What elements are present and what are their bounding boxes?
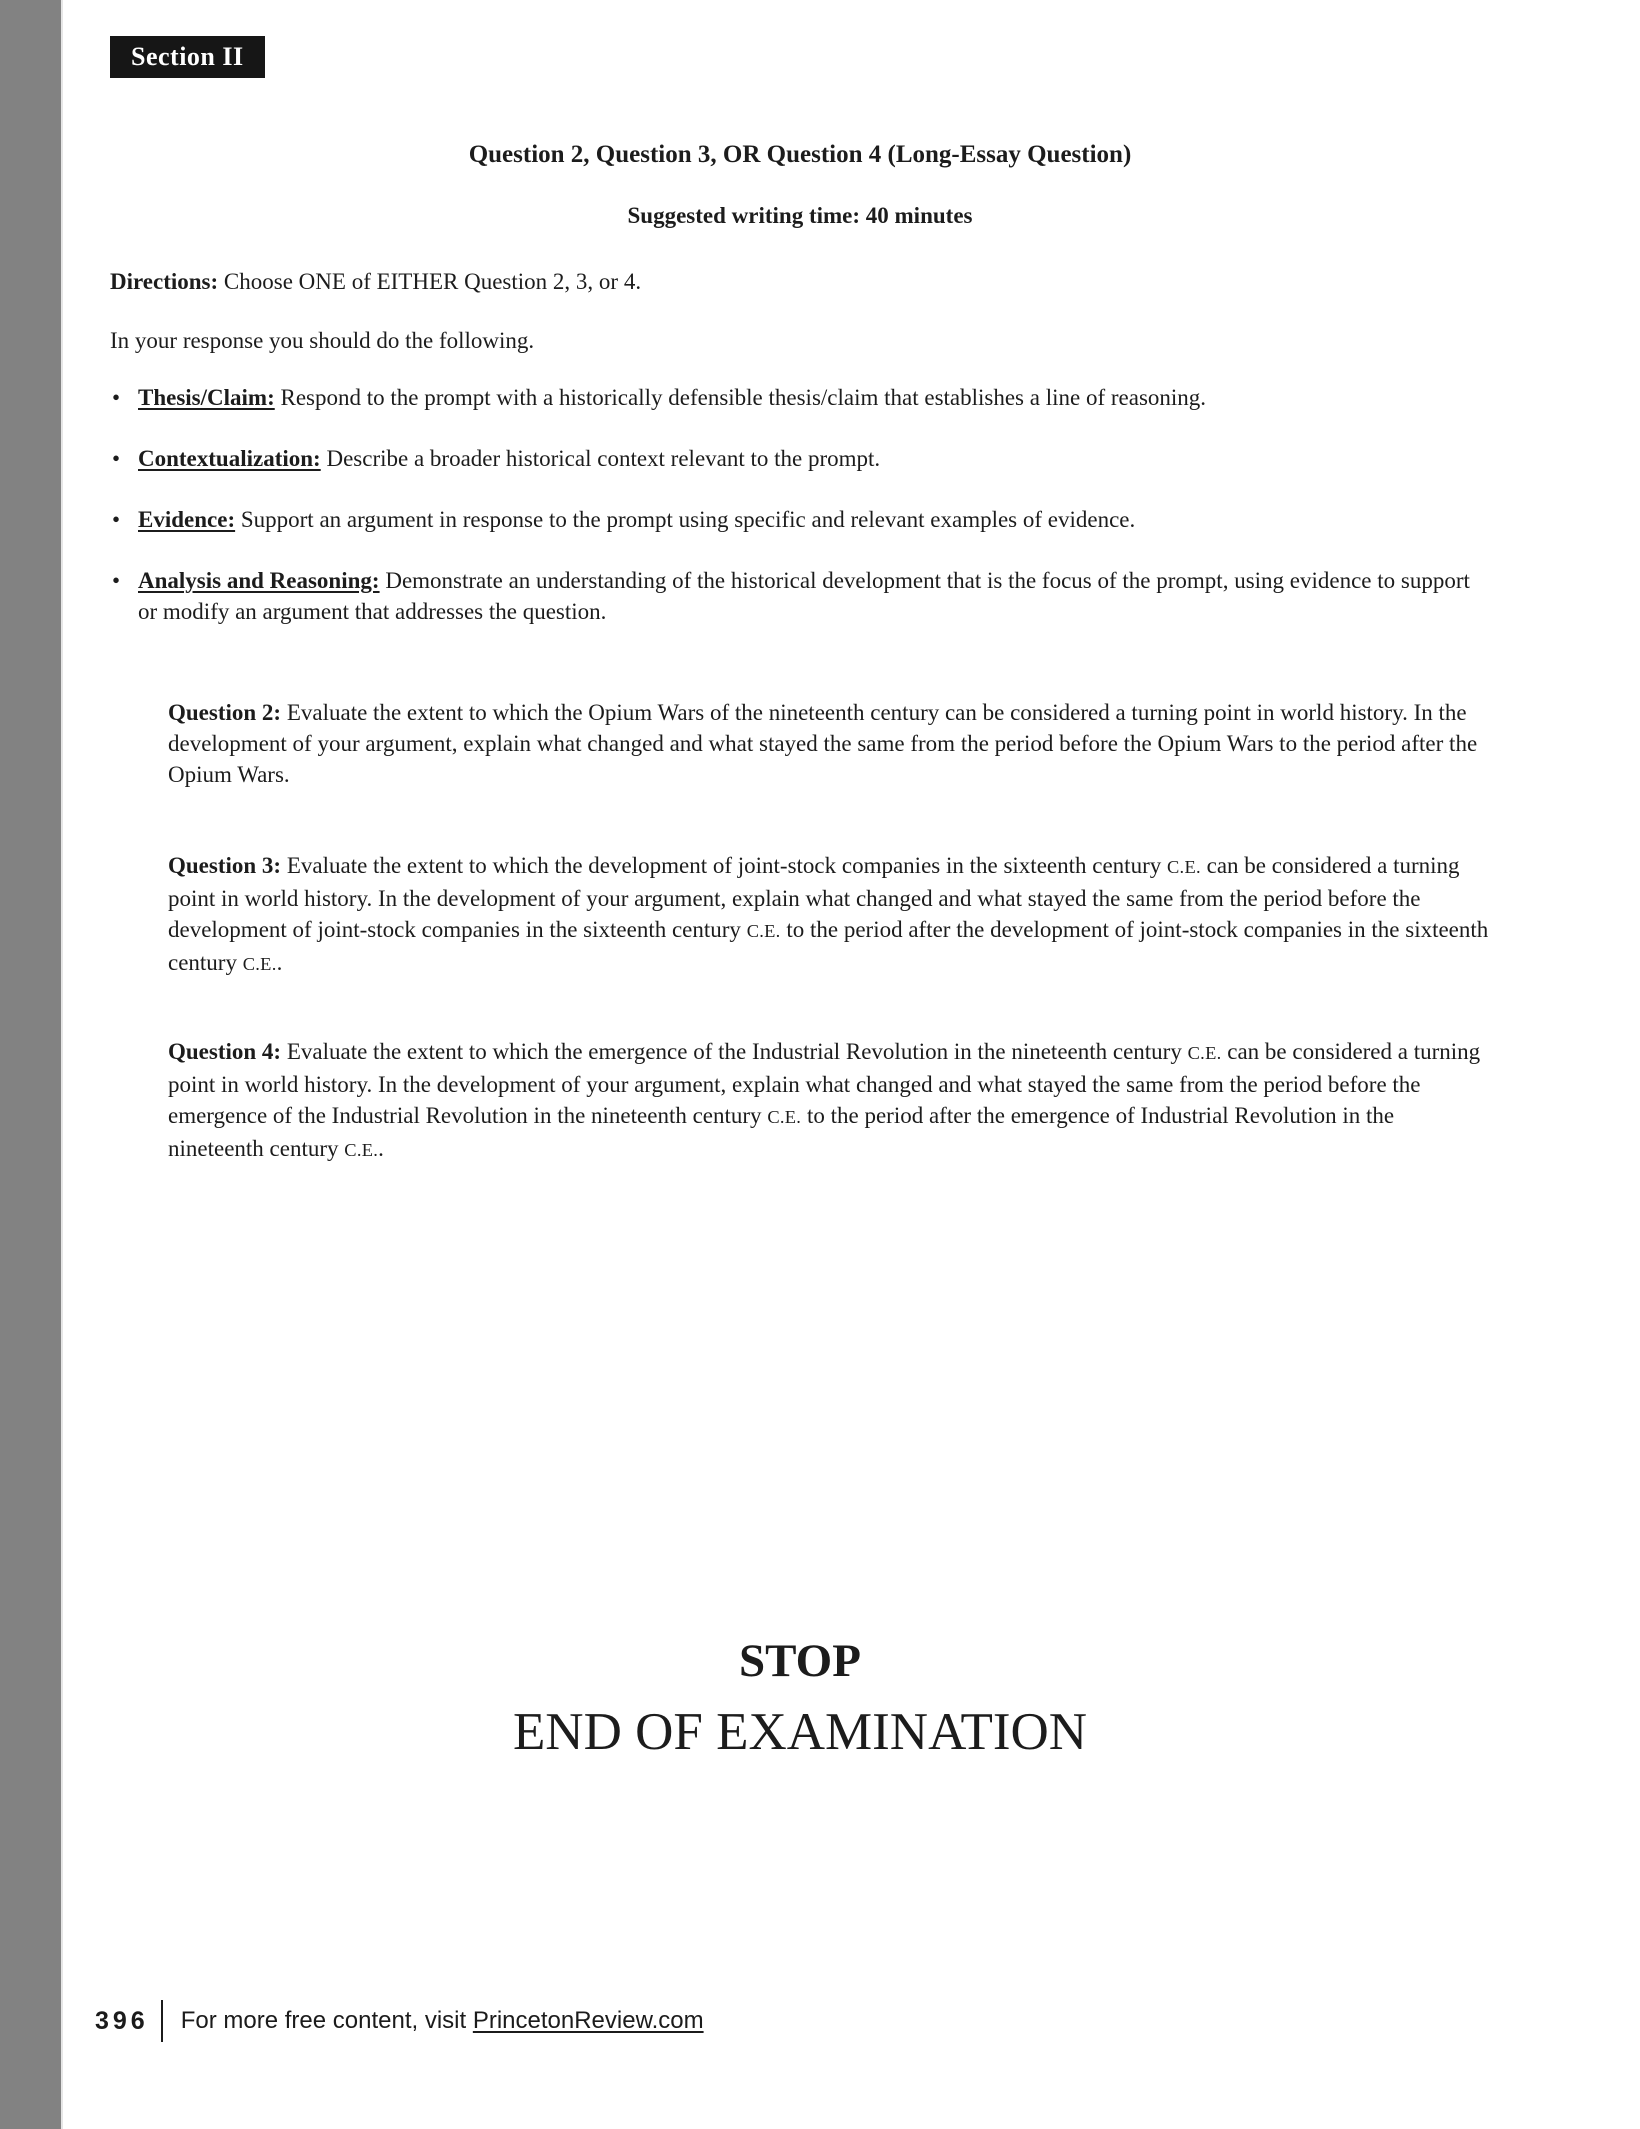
requirement-item-evidence [110,504,1490,535]
directions-paragraph [110,266,1490,297]
question-2-paragraph [168,697,1490,790]
requirement-item-thesis [110,382,1490,413]
page-number: 396 [95,2006,149,2035]
requirement-text: Describe a broader historical context relevant to the prompt. [320,446,881,471]
requirement-label: Contextualization: [138,446,321,471]
page-content [110,0,1490,1760]
requirement-text: Support an argument in response to the prompt using specific and relevant examples of evidence. [235,507,1136,532]
requirement-label: Evidence: [138,507,236,532]
left-margin-gray-bar [0,0,63,2129]
directions-text: Choose ONE of EITHER Question 2, 3, or 4. [218,269,642,294]
stop-heading: STOP [739,1635,861,1687]
requirement-label: Analysis and Reasoning: [138,568,380,593]
question-4-label: Question 4: [168,1039,282,1064]
question-3-text: Evaluate the extent to which the development of joint-stock companies in the sixteenth century C.E. can be considered a turning point in world history. In the development of your argument, explain what changed and what stayed the same from the period before the development of joint-stock companies in the sixteenth century C.E. to the period after the development of joint-stock companies in the sixteenth century C.E.. [168,853,1489,975]
question-4-text: Evaluate the extent to which the emergence of the Industrial Revolution in the nineteenth century C.E. can be considered a turning point in world history. In the development of your argument, explain what changed and what stayed the same from the period before the emergence of the Industrial Revolution in the nineteenth century C.E. to the period after the emergence of Industrial Revolution in the nineteenth century C.E.. [168,1039,1481,1161]
page-title: Question 2, Question 3, OR Question 4 (Long-Essay Question) [468,141,1132,168]
requirement-item-contextualization [110,443,1490,474]
footer-divider [161,2000,163,2042]
requirement-label: Thesis/Claim: [138,385,275,410]
question-3-label: Question 3: [168,853,282,878]
requirement-text: Demonstrate an understanding of the historical development that is the focus of the prompt, using evidence to support or modify an argument that addresses the question. [138,568,1470,624]
section-badge: Section II [110,36,265,78]
question-4-paragraph [168,1036,1490,1166]
requirement-item-analysis-reasoning [110,565,1490,627]
question-3-paragraph [168,850,1490,980]
intro-paragraph: In your response you should do the following. [110,328,535,353]
footer-text: For more free content, visit [180,2007,473,2034]
requirements-list [110,382,1490,627]
writing-time-subtitle: Suggested writing time: 40 minutes [627,203,973,228]
page-footer [95,2000,704,2042]
question-2-text: Evaluate the extent to which the Opium Wars of the nineteenth century can be considered a turning point in world history. In the development of your argument, explain what changed and what stayed the same from the period before the Opium Wars to the period after the Opium Wars. [168,700,1478,787]
question-2-label: Question 2: [168,700,282,725]
end-of-examination-heading: END OF EXAMINATION [512,1703,1088,1761]
requirement-text: Respond to the prompt with a historically defensible thesis/claim that establishes a line of reasoning. [274,385,1207,410]
directions-label: Directions: [110,269,219,294]
footer-link[interactable]: PrincetonReview.com [472,2007,704,2034]
